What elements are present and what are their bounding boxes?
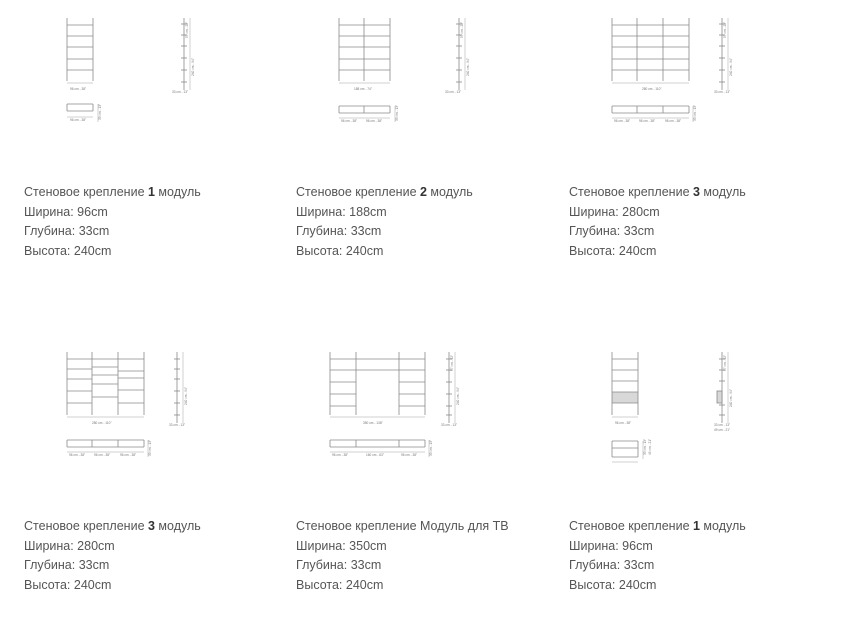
product-height: Высота: 240cm [569,577,657,592]
dim-side-height: 240 cm - 94" [456,387,460,405]
dim-module-a: 96 cm - 38" [332,453,349,457]
dim-plan: 96 cm - 38" [70,87,87,91]
technical-drawing [24,10,224,130]
dim-plan-depth: 33 cm - 13" [98,103,102,120]
product-depth: Глубина: 33cm [24,558,110,572]
product-card-4[interactable] [24,345,284,595]
dim-side-top: 57 cm - 22" [185,21,189,38]
technical-drawing [569,345,769,475]
product-caption [569,183,746,261]
product-card-1[interactable] [24,10,284,260]
product-width: Ширина: 280cm [569,204,660,219]
product-caption [296,183,473,261]
product-width: Ширина: 96cm [569,538,653,553]
dim-module-c: 96 cm - 38" [401,453,418,457]
product-caption [24,517,201,595]
dim-side-depth: 33 cm - 13" [172,90,189,94]
dim-module-a: 96 cm - 38" [70,118,87,122]
product-title[interactable]: Стеновое крепление 2 модуль [296,185,473,199]
product-card-3[interactable] [569,10,829,260]
dim-side-top: 57 cm - 22" [723,354,727,371]
technical-drawing [24,345,224,465]
product-height: Высота: 240cm [296,577,384,592]
product-card-6[interactable] [569,345,829,595]
product-card-2[interactable] [296,10,556,260]
product-width: Ширина: 280cm [24,538,115,553]
dim-plan-depth: 33 cm - 13" [148,439,152,456]
dim-side-top: 57 cm - 22" [460,21,464,38]
dim-side-height: 240 cm - 94" [466,58,470,76]
dim-module-a: 96 cm - 38" [341,119,358,123]
technical-drawing [296,10,496,130]
product-height: Высота: 240cm [569,243,657,258]
dim-module-a: 96 cm - 38" [614,119,631,123]
dim-plan-depth: 33 cm - 13" [693,104,697,121]
product-title[interactable]: Стеновое крепление 1 модуль [24,185,201,199]
dim-side-height: 240 cm - 94" [184,387,188,405]
dim-plan: 350 cm - 138" [363,421,383,425]
dim-side-depth: 33 cm - 13" [445,90,462,94]
dim-plan-depth: 33 cm - 13" [395,104,399,121]
dim-side-depth: 33 cm - 13" [441,423,458,427]
product-depth: Глубина: 33cm [569,224,655,238]
product-caption [296,517,509,595]
dim-module-b: 160 cm - 63" [366,453,384,457]
product-depth: Глубина: 33cm [296,558,382,572]
dim-plan: 280 cm - 110" [642,87,662,91]
dim-side-depth-2: 49 cm - 21" [714,428,731,432]
product-title[interactable]: Стеновое крепление 1 модуль [569,519,746,533]
product-width: Ширина: 188cm [296,204,387,219]
dim-module-c: 96 cm - 38" [665,119,682,123]
dim-side-height: 240 cm - 94" [729,58,733,76]
product-height: Высота: 240cm [24,577,112,592]
dim-plan: 280 cm - 110" [92,421,112,425]
dim-module-c: 96 cm - 38" [120,453,137,457]
product-depth: Глубина: 33cm [296,224,382,238]
product-width: Ширина: 350cm [296,538,387,553]
product-height: Высота: 240cm [24,243,112,258]
dim-side-height: 240 cm - 94" [729,389,733,407]
dim-module-a: 96 cm - 38" [69,453,86,457]
dim-plan: 96 cm - 38" [615,421,632,425]
product-depth: Глубина: 33cm [569,558,655,572]
product-title[interactable]: Стеновое крепление 3 модуль [569,185,746,199]
dim-plan: 188 cm - 74" [354,87,372,91]
product-card-5[interactable] [296,345,556,595]
dim-plan-depth: 33 cm - 13" [643,438,647,455]
technical-drawing [296,345,496,465]
dim-plan-depth: 33 cm - 13" [429,439,433,456]
dim-side-top: 57 cm - 22" [723,21,727,38]
dim-side-depth: 33 cm - 13" [714,423,731,427]
dim-plan-depth-2: 49 cm - 21" [648,438,652,455]
product-title[interactable]: Стеновое крепление 3 модуль [24,519,201,533]
dim-side-height: 240 cm - 94" [191,58,195,76]
dim-side-depth: 33 cm - 13" [169,423,186,427]
product-width: Ширина: 96cm [24,204,108,219]
product-caption [24,183,201,261]
product-caption [569,517,746,595]
dim-side-depth: 33 cm - 13" [714,90,731,94]
dim-module-b: 96 cm - 38" [639,119,656,123]
technical-drawing [569,10,769,130]
product-height: Высота: 240cm [296,243,384,258]
dim-module-b: 96 cm - 38" [94,453,111,457]
dim-module-b: 96 cm - 38" [366,119,383,123]
product-depth: Глубина: 33cm [24,224,110,238]
product-title[interactable]: Стеновое крепление Модуль для ТВ [296,519,509,533]
dim-side-top: 57 cm - 22" [450,354,454,371]
